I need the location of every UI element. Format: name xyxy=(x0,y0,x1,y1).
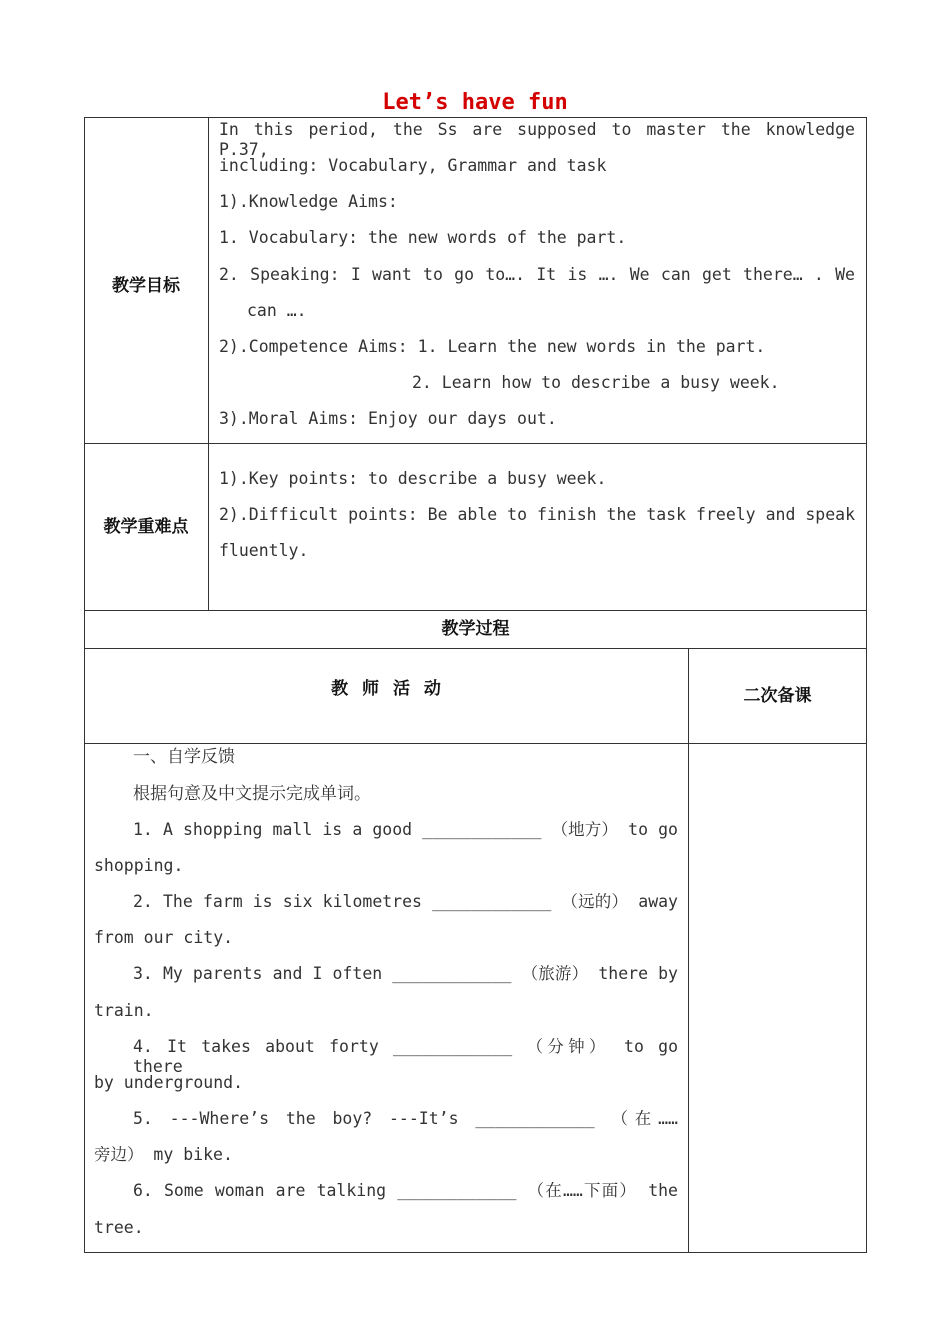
objective-line: can …. xyxy=(247,301,307,320)
document-title: Let’s have fun xyxy=(382,90,568,115)
exercise-heading: 一、自学反馈 xyxy=(133,747,235,767)
exercise-line: 1. A shopping mall is a good ____________ （地方） to go xyxy=(133,820,678,839)
exercise-line: shopping. xyxy=(94,856,184,875)
keypoint-line: 1).Key points: to describe a busy week. xyxy=(219,469,607,488)
objective-line: including: Vocabulary, Grammar and task xyxy=(219,156,607,175)
col-divider xyxy=(688,648,689,1253)
objective-line: 2).Competence Aims: 1. Learn the new words in the part. xyxy=(219,337,766,356)
row-divider xyxy=(84,610,867,611)
objectives-label: 教学目标 xyxy=(112,276,180,296)
objective-line: 1).Knowledge Aims: xyxy=(219,192,398,211)
row-divider xyxy=(84,443,867,444)
second-prep-header: 二次备课 xyxy=(743,686,812,706)
objective-line: 1. Vocabulary: the new words of the part. xyxy=(219,228,627,247)
row-divider xyxy=(84,743,867,744)
exercise-line: 6. Some woman are talking ____________ （在……下面） the xyxy=(133,1181,678,1200)
exercise-line: 4. It takes about forty ____________ （分钟） to go there xyxy=(133,1037,678,1076)
exercise-line: tree. xyxy=(94,1218,144,1237)
exercise-line: train. xyxy=(94,1001,154,1020)
keypoint-line: fluently. xyxy=(219,541,309,560)
keypoint-line: 2).Difficult points: Be able to finish the task freely and speak xyxy=(219,505,855,524)
process-header: 教学过程 xyxy=(441,619,510,639)
teacher-activity-header: 教 师 活 动 xyxy=(331,679,441,699)
objective-line: 2. Learn how to describe a busy week. xyxy=(412,373,780,392)
objective-line: 2. Speaking: I want to go to…. It is …. We can get there… . We xyxy=(219,265,855,284)
exercise-line: from our city. xyxy=(94,928,234,947)
exercise-line: 旁边） my bike. xyxy=(94,1145,233,1164)
keypoints-label: 教学重难点 xyxy=(103,517,189,537)
objective-line: In this period, the Ss are supposed to master the knowledge P.37, xyxy=(219,120,855,159)
exercise-line: by underground. xyxy=(94,1073,244,1092)
exercise-instruction: 根据句意及中文提示完成单词。 xyxy=(133,784,371,804)
col-divider xyxy=(208,117,209,611)
exercise-line: 2. The farm is six kilometres ____________ （远的） away xyxy=(133,892,678,911)
exercise-line: 3. My parents and I often ____________ （旅游） there by xyxy=(133,964,678,983)
exercise-line: 5. ---Where’s the boy? ---It’s ____________ （在…… xyxy=(133,1109,678,1128)
row-divider xyxy=(84,648,867,649)
objective-line: 3).Moral Aims: Enjoy our days out. xyxy=(219,409,557,428)
